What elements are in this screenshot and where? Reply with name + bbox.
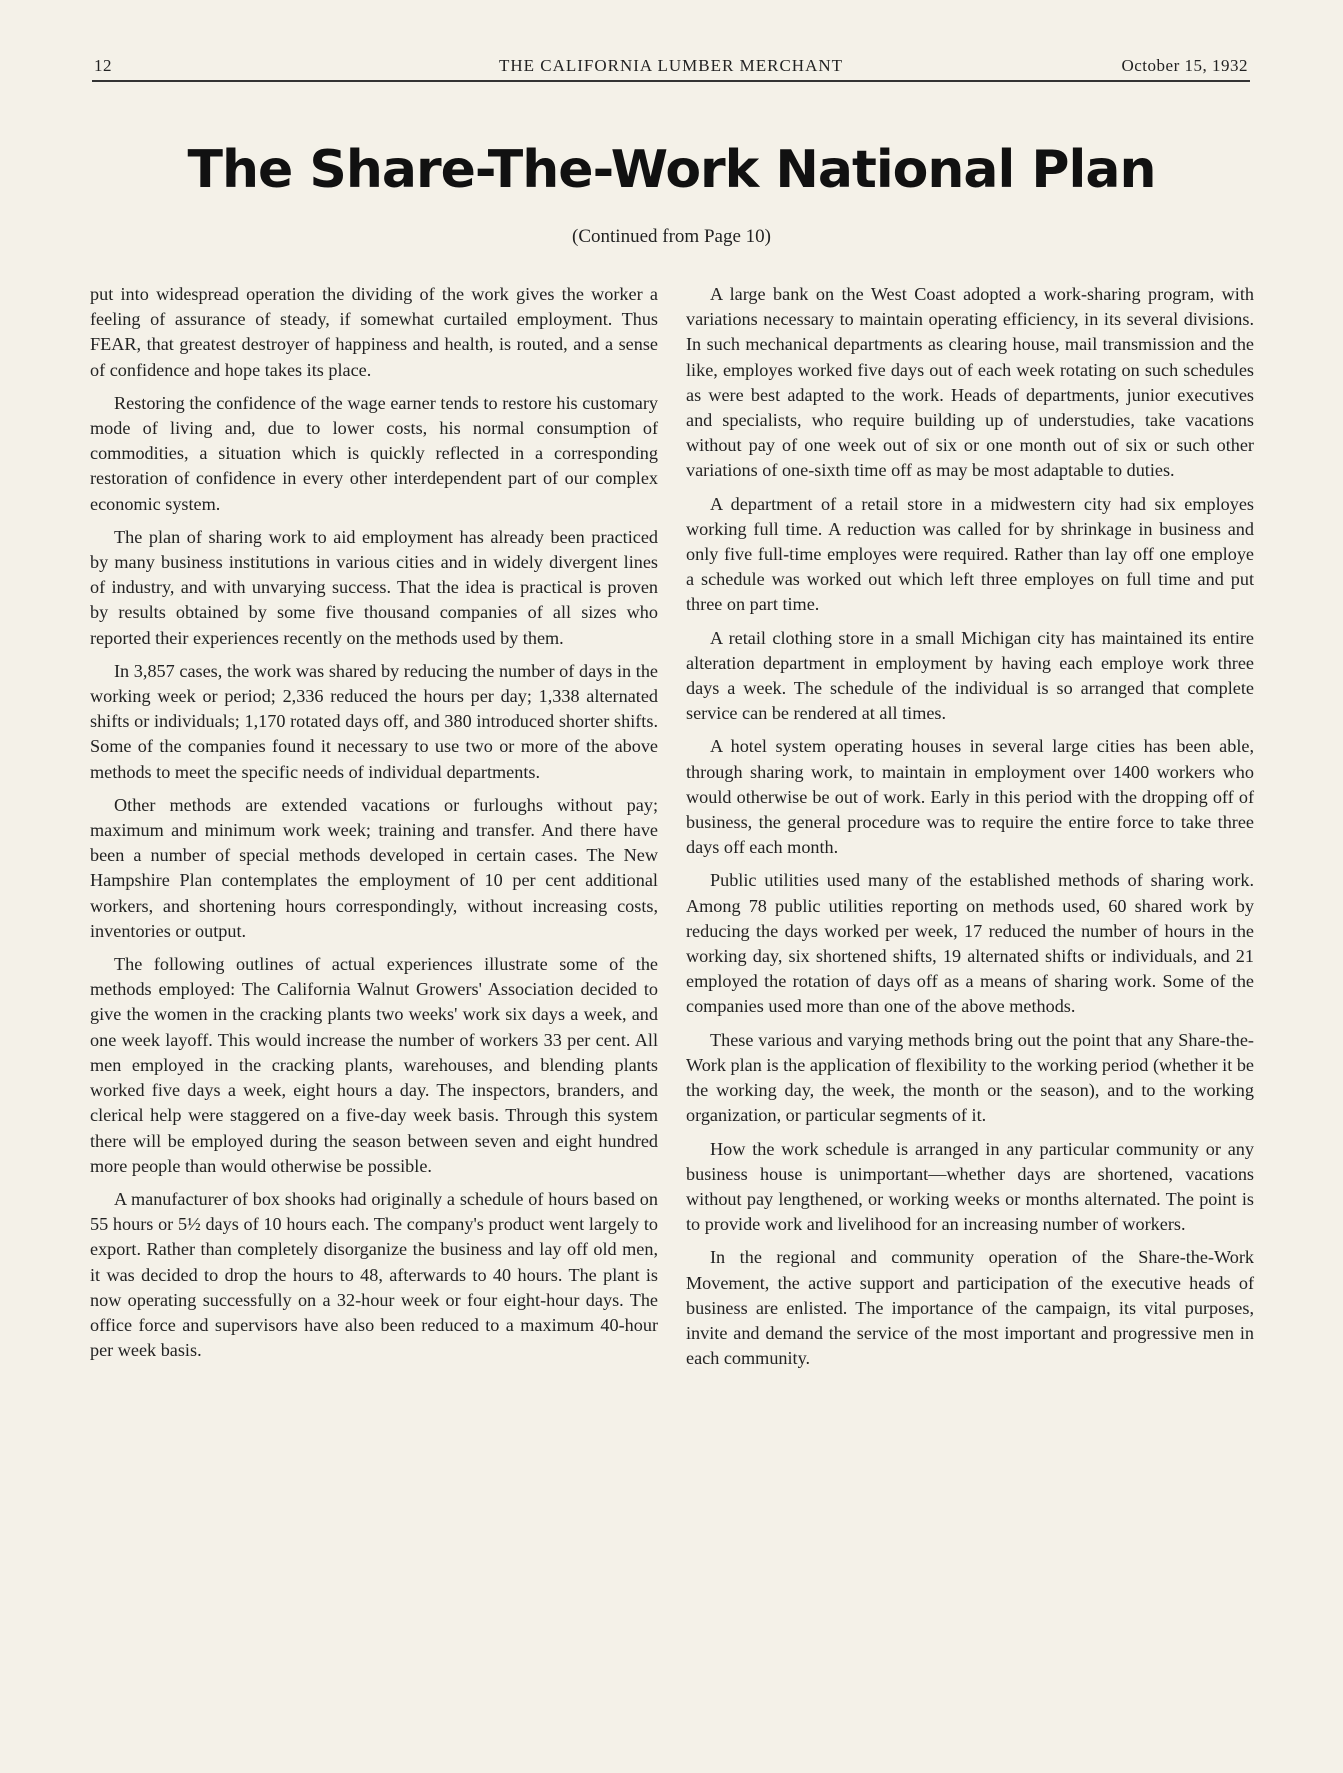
paragraph: How the work schedule is arranged in any particular community or any business house is unimportant—whether days are shortened, vacations without pay lengthened, or working weeks or months alternated. The point is to provide work and livelihood for an increasing number of workers. xyxy=(686,1138,1254,1235)
paragraph: The plan of sharing work to aid employment has already been practiced by many business institutions in various cities and in widely divergent lines of industry, and with unvarying success. That the idea is practical is proven by results obtained by some five thousand companies of all sizes who reported their experiences recently on the methods used by them. xyxy=(90,526,658,648)
issue-date: October 15, 1932 xyxy=(1121,56,1248,75)
article-title: The Share-The-Work National Plan xyxy=(187,140,1156,200)
left-column xyxy=(90,282,658,1371)
paragraph: Public utilities used many of the established methods of sharing work. Among 78 public utilities reporting on methods used, 60 shared work by reducing the days worked per week, 17 reduced the number of hours in the working day, six shortened shifts, 19 alternated shifts or individuals, and 21 employed the rotation of days off as a means of sharing work. Some of the companies used more than one of the above methods. xyxy=(686,870,1254,1017)
paragraph: put into widespread operation the dividing of the work gives the worker a feeling of assurance of steady, if somewhat curtailed employment. Thus FEAR, that greatest destroyer of happiness and health, is routed, and a sense of confidence and hope takes its place. xyxy=(90,284,658,380)
right-column xyxy=(686,282,1254,1379)
page-header xyxy=(92,52,1250,82)
paragraph: In 3,857 cases, the work was shared by reducing the number of days in the working week or period; 2,336 reduced the hours per day; 1,338 alternated shifts or individuals; 1,170 rotated days off, and 380 introduced shorter shifts. Some of the companies found it necessary to use two or more of the above methods to meet the specific needs of individual departments. xyxy=(90,660,658,782)
paragraph: A hotel system operating houses in several large cities has been able, through sharing work, to maintain in employment over 1400 workers who would otherwise be out of work. Early in this period with the dropping off of business, the general procedure was to require the entire force to take three days off each month. xyxy=(686,736,1254,858)
article-subtitle: (Continued from Page 10) xyxy=(572,226,771,247)
paragraph: A large bank on the West Coast adopted a work-sharing program, with variations necessary to maintain operating efficiency, in its several divisions. In such mechanical departments as clearing house, mail transmission and the like, employes worked five days out of each week rotating on such schedules as were best adapted to the work. Heads of departments, junior executives and specialists, who require building up of understudies, take vacations without pay of one week out of six or one month out of six or such other variations of one-sixth time off as may be most adaptable to duties. xyxy=(686,284,1254,481)
paragraph: The following outlines of actual experiences illustrate some of the methods employed: The California Walnut Growers' Association decided to give the women in the cracking plants two weeks' work six days a week, and one week layoff. This would increase the number of workers 33 per cent. All men employed in the cracking plants, warehouses, and blending plants worked five days a week, eight hours a day. The inspectors, branders, and clerical help were staggered on a five-day week basis. Through this system there will be employed during the season between seven and eight hundred more people than would otherwise be possible. xyxy=(90,954,658,1176)
paragraph: These various and varying methods bring out the point that any Share-the-Work plan is the application of flexibility to the working period (whether it be the working day, the week, the month or the season), and to the working organization, or particular segments of it. xyxy=(686,1029,1254,1126)
paragraph: A retail clothing store in a small Michigan city has maintained its entire alteration department in employment by having each employe work three days a week. The schedule of the individual is so arranged that complete service can be rendered at all times. xyxy=(686,627,1254,724)
publication-name: THE CALIFORNIA LUMBER MERCHANT xyxy=(498,56,844,75)
paragraph: Restoring the confidence of the wage earner tends to restore his customary mode of living and, due to lower costs, his normal consumption of commodities, a situation which is quickly reflected in a corresponding restoration of confidence in every other interdependent part of our complex economic system. xyxy=(90,392,658,514)
paragraph: Other methods are extended vacations or furloughs without pay; maximum and minimum work week; training and transfer. And there have been a number of special methods developed in certain cases. The New Hampshire Plan contemplates the employment of 10 per cent additional workers, and shortening hours correspondingly, without increasing costs, inventories or output. xyxy=(90,794,658,941)
paragraph: In the regional and community operation of the Share-the-Work Movement, the active support and participation of the executive heads of business are enlisted. The importance of the campaign, its vital purposes, invite and demand the service of the most important and progressive men in each community. xyxy=(686,1247,1254,1369)
page-number: 12 xyxy=(94,56,112,75)
paragraph: A department of a retail store in a midwestern city had six employes working full time. A reduction was called for by shrinkage in business and only five full-time employes were required. Rather than lay off one employe a schedule was worked out which left three employes on full time and put three on part time. xyxy=(686,493,1254,615)
paragraph: A manufacturer of box shooks had originally a schedule of hours based on 55 hours or 5½ days of 10 hours each. The company's product went largely to export. Rather than completely disorganize the business and lay off old men, it was decided to drop the hours to 48, afterwards to 40 hours. The plant is now operating successfully on a 32-hour week or four eight-hour days. The office force and supervisors have also been reduced to a maximum 40-hour per week basis. xyxy=(90,1188,658,1361)
